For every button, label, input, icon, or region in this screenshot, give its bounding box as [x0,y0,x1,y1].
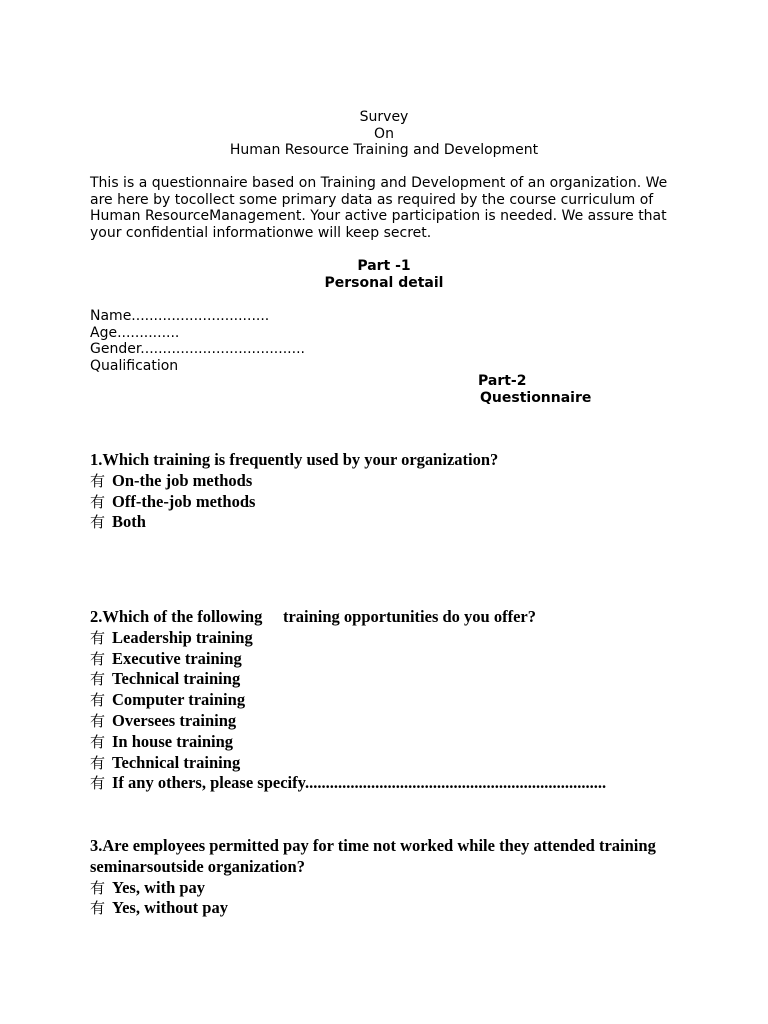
question-text: 2.Which of the following training opportunities do you offer? [90,607,536,626]
part1-title: Part -1 [357,258,411,274]
part1-heading [0,258,768,291]
option-label: Executive training [112,648,242,668]
checkbox-icon[interactable]: 有 [90,670,106,689]
option-label: Technical training [112,669,241,689]
title-line-3: Human Resource Training and Development [229,142,539,158]
option-label: Technical training [112,752,241,772]
intro-line: your confidential informationwe will keep secret. [90,224,432,241]
part2-title: Part-2 [478,373,527,389]
option-item[interactable] [90,471,498,492]
question-text-line: seminarsoutside organization? [90,856,305,876]
survey-title [0,109,768,159]
option-label: Computer training [112,690,246,710]
gender-field[interactable]: Gender..................................... [90,341,305,357]
option-item-other[interactable] [90,773,606,794]
checkbox-icon[interactable]: 有 [90,492,106,511]
option-item[interactable] [90,512,498,533]
title-line-2: On [374,125,394,142]
option-label: Both [112,512,146,532]
checkbox-icon[interactable]: 有 [90,471,106,490]
checkbox-icon[interactable]: 有 [90,774,106,793]
option-item[interactable] [90,753,606,774]
title-line-1: Survey [359,109,409,125]
checkbox-icon[interactable]: 有 [90,899,106,918]
checkbox-icon[interactable]: 有 [90,649,106,668]
intro-line: Human ResourceManagement. Your active participation is needed. We assure that [90,208,667,224]
checkbox-icon[interactable]: 有 [90,628,106,647]
qualification-field[interactable]: Qualification [90,357,179,374]
checkbox-icon[interactable]: 有 [90,732,106,751]
option-item[interactable] [90,492,498,513]
option-item[interactable] [90,711,606,732]
part1-subtitle: Personal detail [324,274,444,291]
option-item[interactable] [90,878,656,899]
intro-line: This is a questionnaire based on Training and Development of an organization. We [90,175,668,191]
checkbox-icon[interactable]: 有 [90,753,106,772]
option-item[interactable] [90,669,606,690]
option-item[interactable] [90,898,656,919]
question-1 [90,450,498,533]
checkbox-icon[interactable]: 有 [90,691,106,710]
option-item[interactable] [90,649,606,670]
option-label: Yes, with pay [112,877,206,897]
checkbox-icon[interactable]: 有 [90,513,106,532]
option-label: If any others, please specify......................................................................... [112,773,607,793]
option-item[interactable] [90,628,606,649]
question-text: 1.Which training is frequently used by your organization? [90,450,499,469]
option-label: In house training [112,731,234,751]
checkbox-icon[interactable]: 有 [90,878,106,897]
option-item[interactable] [90,732,606,753]
personal-fields [90,308,305,374]
option-label: Yes, without pay [112,898,228,918]
part2-subtitle: Questionnaire [480,389,592,406]
option-label: Leadership training [112,627,253,647]
name-field[interactable]: Name............................... [90,308,270,324]
question-text-line: 3.Are employees permitted pay for time not worked while they attended training [90,836,656,855]
option-item[interactable] [90,690,606,711]
part2-heading [478,373,591,406]
question-2 [90,607,606,794]
option-label: Oversees training [112,710,237,730]
option-label: Off-the-job methods [112,491,256,511]
option-label: On-the job methods [112,470,253,490]
age-field[interactable]: Age.............. [90,324,180,341]
intro-paragraph [90,175,690,241]
intro-line: are here by tocollect some primary data as required by the course curriculum of [90,191,654,208]
question-3 [90,836,656,919]
checkbox-icon[interactable]: 有 [90,711,106,730]
